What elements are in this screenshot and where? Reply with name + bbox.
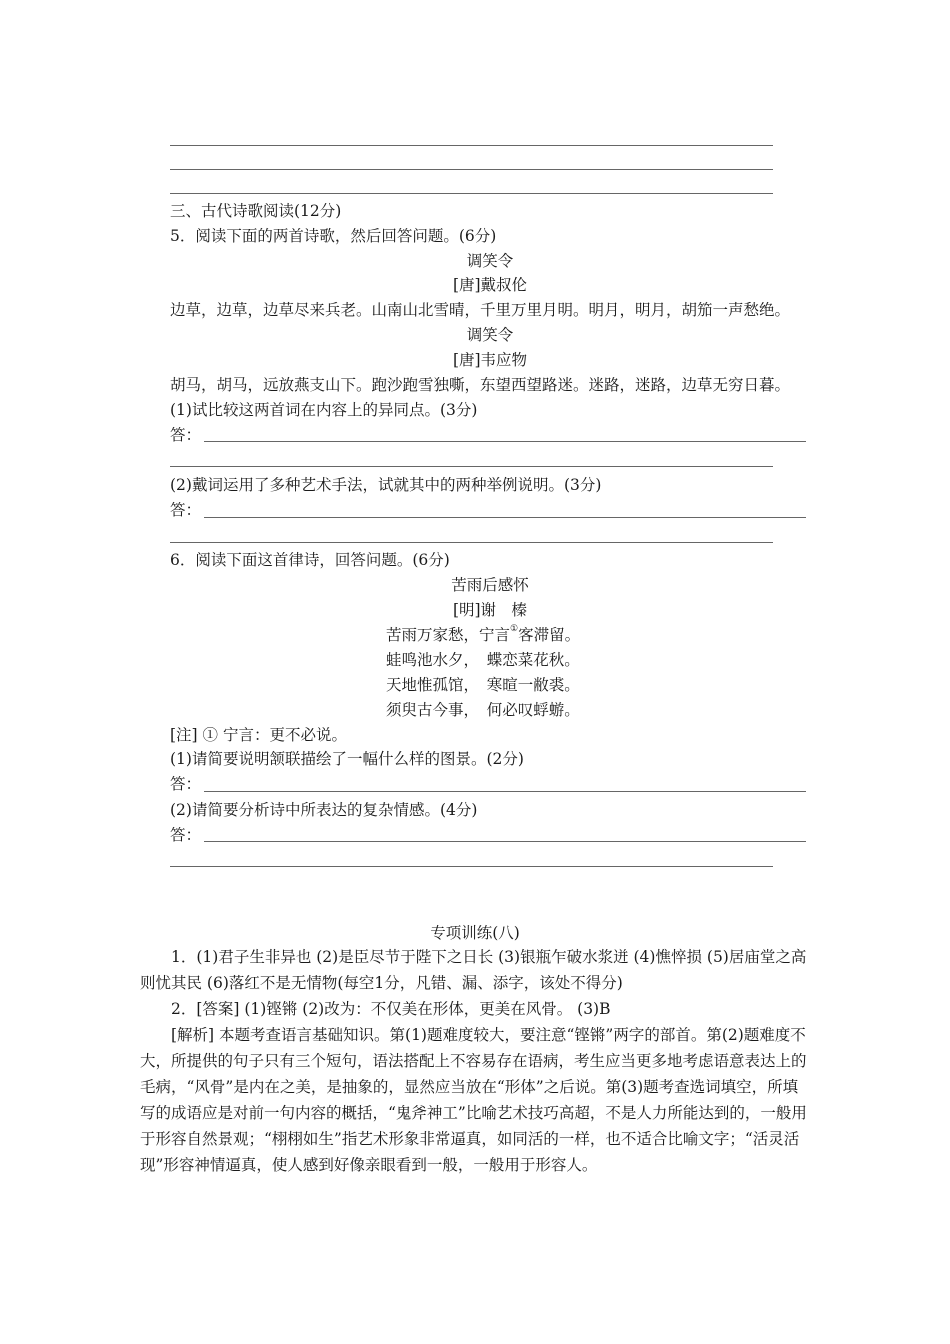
section-title: 三、古代诗歌阅读(12分) bbox=[170, 202, 342, 220]
poem-2-title: 调笑令 bbox=[466, 326, 514, 344]
answer-line bbox=[170, 542, 773, 543]
poem-3-author: [明]谢 榛 bbox=[452, 601, 528, 619]
answer-2-analysis: [解析] 本题考查语言基础知识。第(1)题难度较大，要注意“铿锵”两字的部首。第(2)题难度不大，所提供的句子只有三个短句，语法搭配上不容易存在语病，考生应当更多地考虑语意表达上的毛病，“风骨”是内在之美，是抽象的，显然应当放在“形体”之后说。第(3)题考查选词填空，所填写的成语应是对前一句内容的概括，“鬼斧神工”比喻艺术技巧高超，不是人力所能达到的，一般用于形容自然景观；“栩栩如生”指艺术形象非常逼真，如同活的一样，也不适合比喻文字；“活灵活现”形容神情逼真，使人感到好像亲眼看到一般，一般用于形容人。 bbox=[140, 1026, 807, 1174]
answer-line bbox=[170, 169, 773, 170]
answer-label: 答： bbox=[170, 501, 202, 519]
answer-line bbox=[204, 517, 806, 518]
answer-line bbox=[170, 193, 773, 194]
poem-1-author: [唐]戴叔伦 bbox=[452, 276, 528, 294]
answer-line bbox=[170, 866, 773, 867]
answer-2: 2．[答案] (1)铿锵 (2)改为：不仅美在形体，更美在风骨。 (3)B bbox=[171, 1000, 611, 1018]
poem-3-note: [注] ① 宁言：更不必说。 bbox=[170, 726, 347, 744]
answer-line bbox=[204, 441, 806, 442]
answer-line bbox=[204, 841, 806, 842]
poem-1-text: 边草，边草，边草尽来兵老。山南山北雪晴，千里万里月明。明月，明月，胡笳一声愁绝。 bbox=[170, 301, 791, 319]
footnote-marker: ① bbox=[510, 624, 519, 634]
answer-label: 答： bbox=[170, 775, 202, 793]
answer-label: 答： bbox=[170, 826, 202, 844]
question-5-sub-2: (2)戴词运用了多种艺术手法，试就其中的两种举例说明。(3分) bbox=[170, 476, 602, 494]
poem-1-title: 调笑令 bbox=[466, 252, 514, 270]
question-6-stem: 6．阅读下面这首律诗，回答问题。(6分) bbox=[170, 551, 450, 569]
question-6-sub-2: (2)请简要分析诗中所表达的复杂情感。(4分) bbox=[170, 801, 478, 819]
poem-3-line-3: 天地惟孤馆， 寒暄一敝裘。 bbox=[386, 676, 580, 694]
poem-3-line-4: 须臾古今事， 何必叹蜉蝣。 bbox=[386, 701, 580, 719]
answer-1: 1．(1)君子生非异也 (2)是臣尽节于陛下之日长 (3)银瓶乍破水浆迸 (4)憔悴损 (5)居庙堂之高则忧其民 (6)落红不是无情物(每空1分，凡错、漏、添字，该处不得分) bbox=[140, 948, 807, 992]
question-6-sub-1: (1)请简要说明颔联描绘了一幅什么样的图景。(2分) bbox=[170, 750, 524, 768]
answer-line bbox=[170, 145, 773, 146]
poem-3-title: 苦雨后感怀 bbox=[451, 576, 529, 594]
answer-label: 答： bbox=[170, 426, 202, 444]
poem-3-line-1-part-a: 苦雨万家愁，宁言 bbox=[386, 626, 511, 644]
poem-3-line-1-part-b: 客滞留。 bbox=[518, 626, 581, 644]
poem-3-line-1 bbox=[386, 624, 580, 646]
poem-2-text: 胡马，胡马，远放燕支山下。跑沙跑雪独嘶，东望西望路迷。迷路，迷路，边草无穷日暮。 bbox=[170, 376, 791, 394]
poem-3-line-2: 蛙鸣池水夕， 蝶恋菜花秋。 bbox=[386, 651, 580, 669]
poem-2-author: [唐]韦应物 bbox=[452, 351, 528, 369]
question-5-sub-1: (1)试比较这两首词在内容上的异同点。(3分) bbox=[170, 401, 478, 419]
answer-line bbox=[170, 466, 773, 467]
answer-line bbox=[204, 791, 806, 792]
question-5-stem: 5．阅读下面的两首诗歌，然后回答问题。(6分) bbox=[170, 227, 497, 245]
answers-title: 专项训练(八) bbox=[430, 924, 520, 942]
answers-body bbox=[140, 944, 812, 1178]
